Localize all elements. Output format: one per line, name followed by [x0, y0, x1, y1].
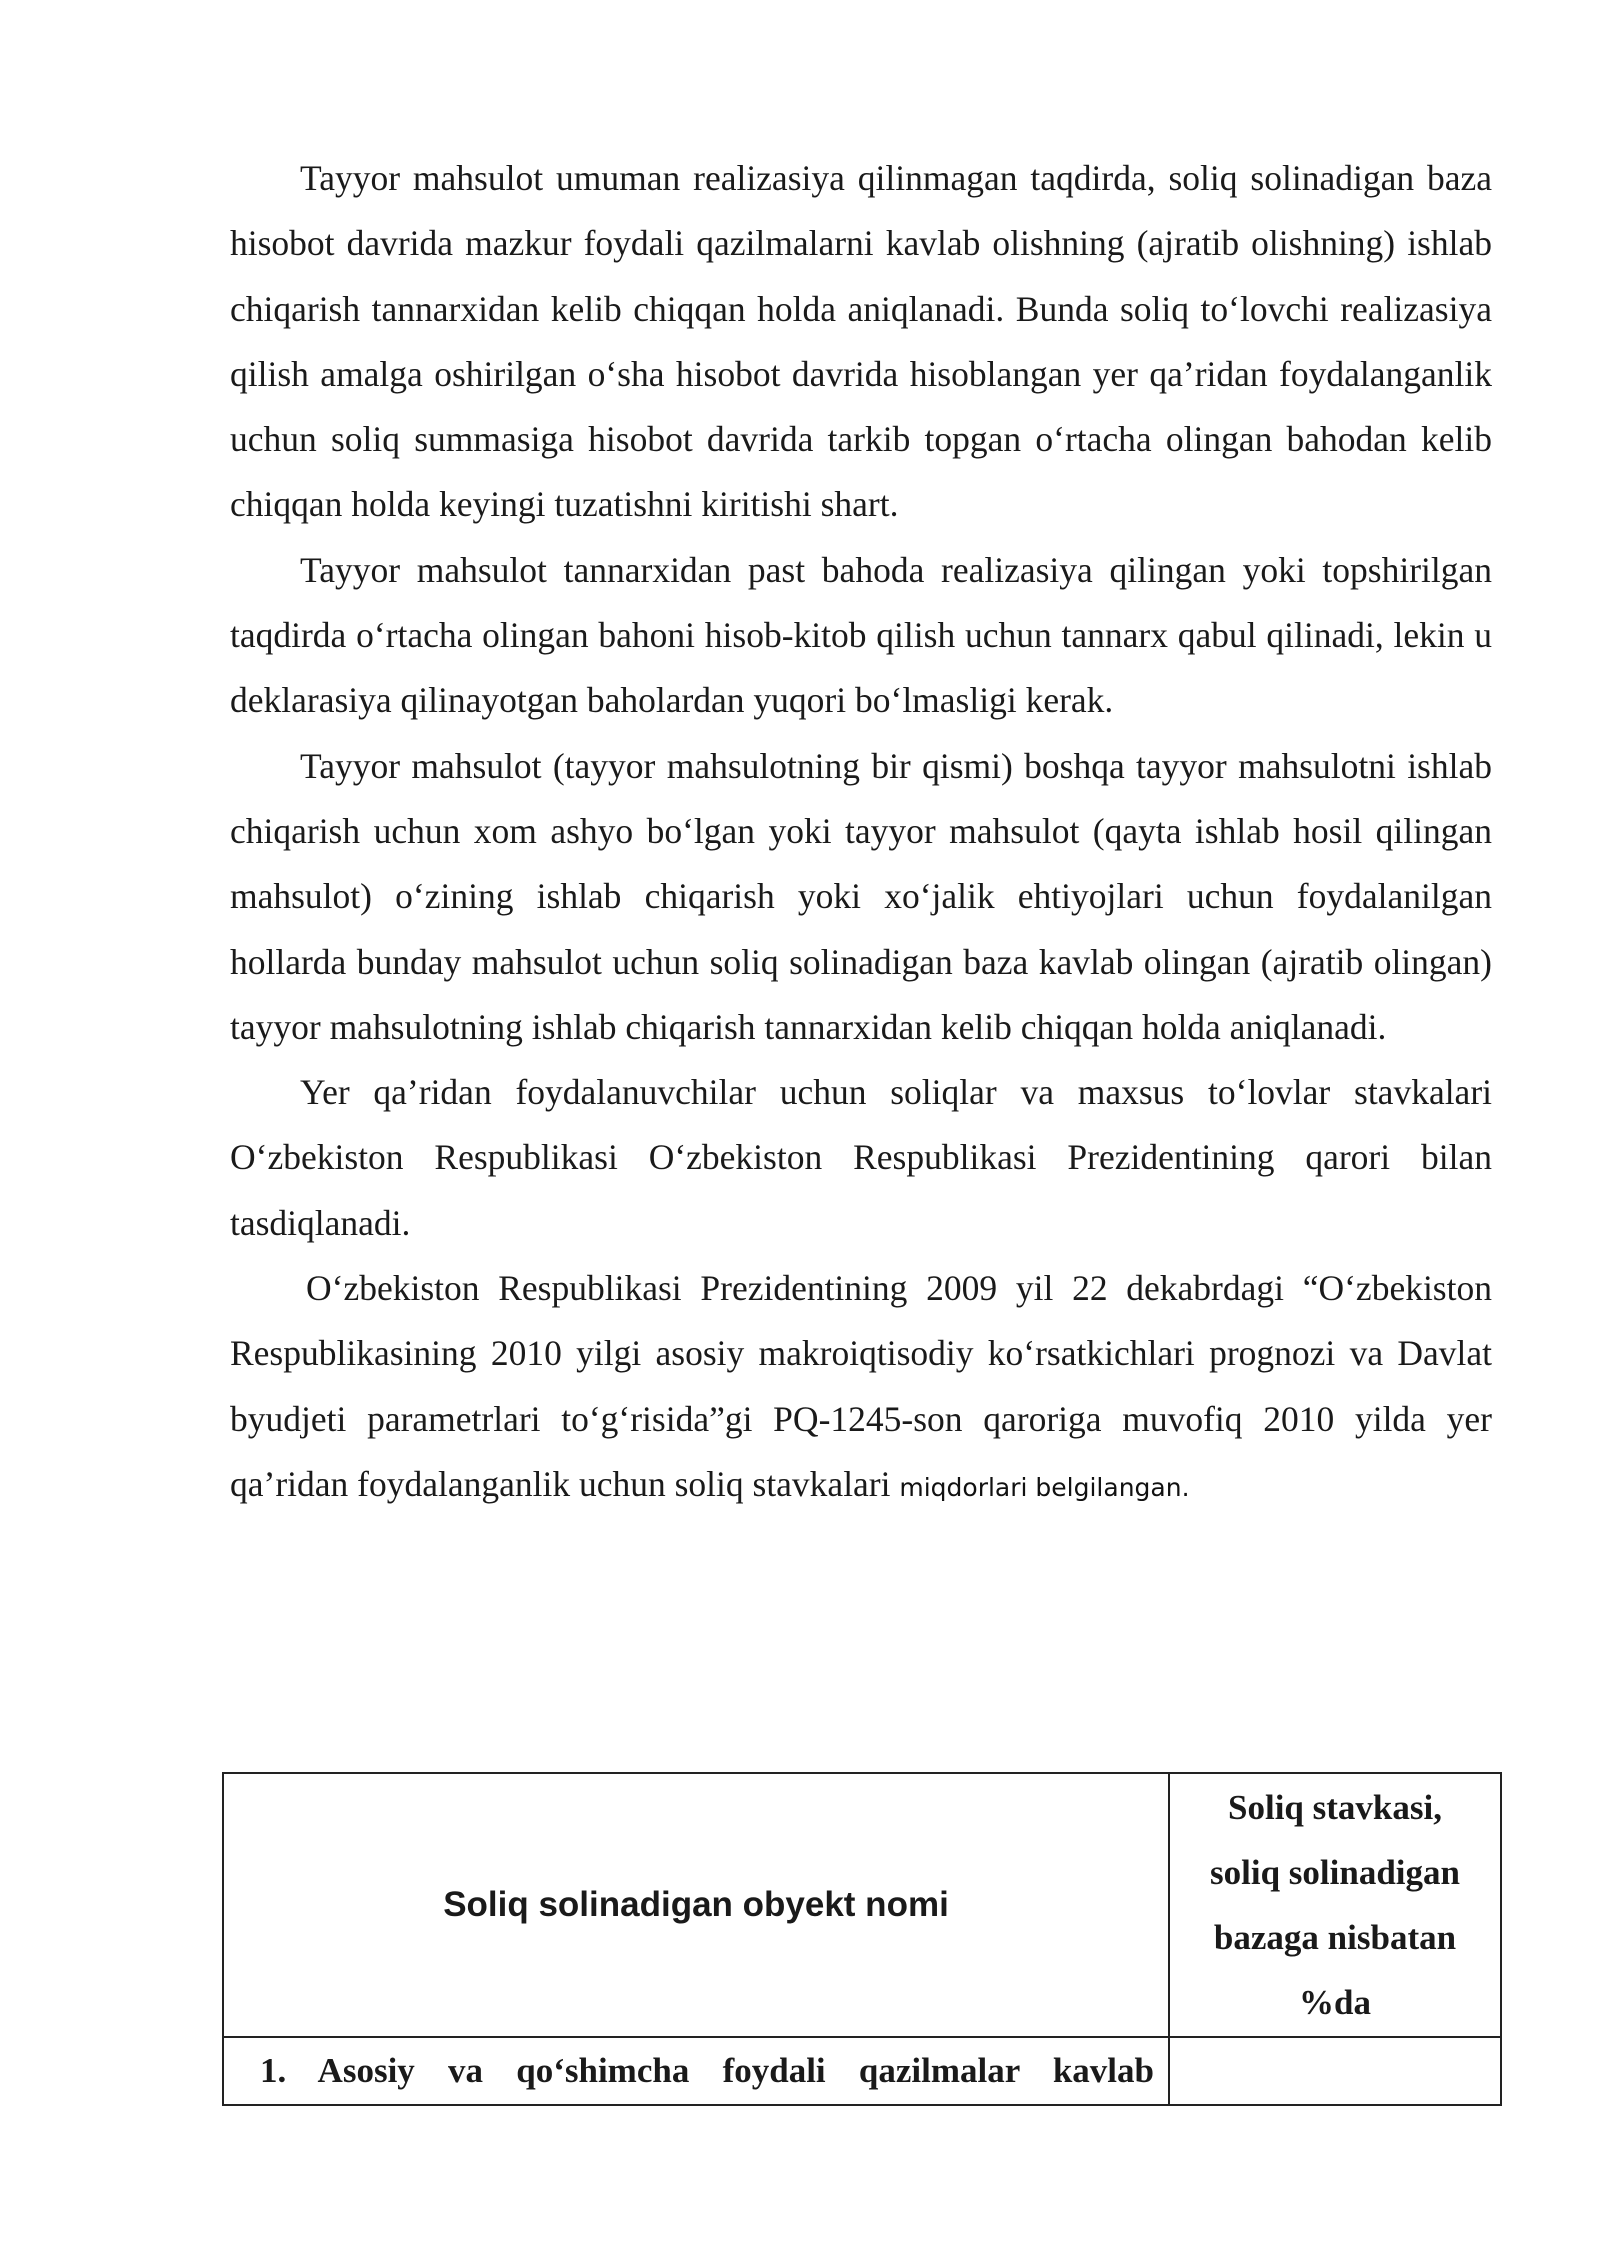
tax-rate-table	[222, 1772, 1502, 2106]
paragraph-5-tail: miqdorlari belgilangan.	[899, 1472, 1190, 1502]
row-tax-rate	[1169, 2037, 1501, 2105]
document-page	[230, 146, 1492, 1520]
header-rate-line-3: bazaga nisbatan	[1213, 1918, 1457, 1957]
paragraph-2: Tayyor mahsulot tannarxidan past bahoda realizasiya qilingan yoki topshirilgan taqdirda o‘rtacha olingan bahoni hisob-kitob qilish uchun tannarx qabul qilinadi, lekin u deklarasiya qilinayotgan baholardan yuqori bo‘lmasligi kerak.	[230, 549, 1492, 721]
table-header-row	[223, 1773, 1501, 2037]
header-object-name: Soliq solinadigan obyekt nomi	[223, 1773, 1169, 2037]
paragraph-1: Tayyor mahsulot umuman realizasiya qilinmagan taqdirda, soliq solinadigan baza hisobot davrida mazkur foydali qazilmalarni kavlab olishning (ajratib olishning) ishlab chiqarish tannarxidan kelib chiqqan holda aniqlanadi. Bunda soliq to‘lovchi realizasiya qilish amalga oshirilgan o‘sha hisobot davrida hisoblangan yer qa’ridan foydalanganlik uchun soliq summasiga hisobot davrida tarkib topgan o‘rtacha olingan bahodan kelib chiqqan holda keyingi tuzatishni kiritishi shart.	[230, 158, 1492, 525]
paragraph-3: Tayyor mahsulot (tayyor mahsulotning bir qismi) boshqa tayyor mahsulotni ishlab chiqarish uchun xom ashyo bo‘lgan yoki tayyor mahsulot (qayta ishlab hosil qilingan mahsulot) o‘zining ishlab chiqarish yoki xo‘jalik ehtiyojlari uchun foydalanilgan hollarda bunday mahsulot uchun soliq solinadigan baza kavlab olingan (ajratib olingan) tayyor mahsulotning ishlab chiqarish tannarxidan kelib chiqqan holda aniqlanadi.	[230, 745, 1492, 1047]
header-rate-line-2: soliq solinadigan	[1210, 1853, 1460, 1892]
header-rate-line-4: %da	[1299, 1983, 1371, 2022]
paragraph-5-main: O‘zbekiston Respublikasi Prezidentining 2009 yil 22 dekabrdagi “O‘zbekiston Respublikasining 2010 yilgi asosiy makroiqtisodiy ko‘rsatkichlari prognozi va Davlat byudjeti parametrlari to‘g‘risida”gi PQ-1245-son qaroriga muvofiq 2010 yilda yer qa’ridan foydalanganlik uchun soliq stavkalari	[230, 1268, 1492, 1504]
header-tax-rate	[1169, 1773, 1501, 2037]
row-object-name: 1. Asosiy va qo‘shimcha foydali qazilmalar kavlab	[223, 2037, 1169, 2105]
table-row	[223, 2037, 1501, 2105]
paragraph-4: Yer qa’ridan foydalanuvchilar uchun soliqlar va maxsus to‘lovlar stavkalari O‘zbekiston Respublikasi O‘zbekiston Respublikasi Prezidentining qarori bilan tasdiqlanadi.	[230, 1072, 1492, 1243]
paragraph-5	[230, 1256, 1492, 1520]
header-rate-line-1: Soliq stavkasi,	[1228, 1788, 1442, 1827]
